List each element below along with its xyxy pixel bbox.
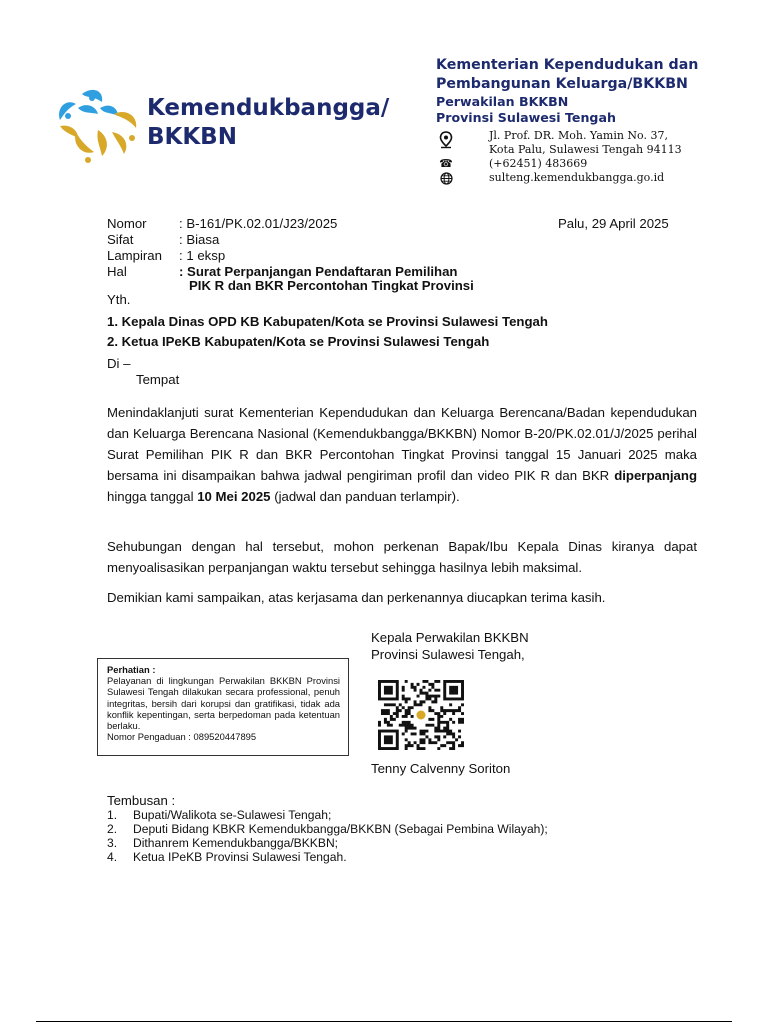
tempat-label: Tempat — [136, 372, 180, 387]
address-line-1: Jl. Prof. DR. Moh. Yamin No. 37, — [489, 129, 668, 142]
org-line-2: Pembangunan Keluarga/BKKBN — [436, 76, 688, 92]
notice-heading: Perhatian : — [107, 664, 156, 675]
p1-bold-deadline: 10 Mei 2025 — [197, 489, 271, 504]
bkkbn-logo-icon — [52, 86, 144, 166]
signature-title-line-2: Provinsi Sulawesi Tengah, — [371, 647, 525, 662]
tembusan-label: Tembusan : — [107, 793, 176, 808]
hal-label: Hal — [107, 264, 127, 279]
sifat-label: Sifat — [107, 232, 134, 247]
p1-text-2: hingga tanggal — [107, 489, 198, 504]
letter-date: Palu, 29 April 2025 — [558, 216, 669, 231]
qr-code — [378, 680, 464, 750]
di-label: Di – — [107, 356, 131, 371]
phone-number: (+62451) 483669 — [489, 157, 588, 170]
notice-box — [97, 658, 349, 756]
signature-title-line-1: Kepala Perwakilan BKKBN — [371, 630, 529, 645]
nomor-value: : B-161/PK.02.01/J23/2025 — [179, 216, 338, 231]
yth: Yth. — [107, 292, 131, 307]
org-line-3: Perwakilan BKKBN — [436, 94, 569, 109]
signatory-name: Tenny Calvenny Soriton — [371, 761, 511, 776]
website[interactable]: sulteng.kemendukbangga.go.id — [489, 171, 665, 184]
bkkbn-logo — [52, 86, 144, 166]
brand-line-1: Kemendukbangga/ — [147, 95, 390, 121]
brand-name — [147, 94, 389, 152]
body-paragraph-3: Demikian kami sampaikan, atas kerjasama dan perkenannya diucapkan terima kasih. — [107, 590, 606, 605]
recipient-2: 2. Ketua IPeKB Kabupaten/Kota se Provinsi Sulawesi Tengah — [107, 334, 490, 349]
body-paragraph-1 — [107, 402, 697, 507]
lampiran-value: : 1 eksp — [179, 248, 226, 263]
p1-text-1: Menindaklanjuti surat Kementerian Kependudukan dan Keluarga Berencana/Badan kependudukan dan Keluarga Berencana Nasional (Kemendukbangga/BKKBN) Nomor B-20/PK.02.01/J/2025 perihal Surat Pemilihan PIK R dan BKR Percontohan Tingkat Provinsi tanggal 15 Januari 2025 maka bersama ini disampaikan bahwa jadwal pengiriman profil dan video PIK R dan BKR — [107, 405, 697, 483]
list-item-number: 1. — [107, 808, 118, 822]
p1-bold-extended: diperpanjang — [614, 468, 697, 483]
list-item-number: 3. — [107, 836, 118, 850]
p1-text-3: (jadwal dan panduan terlampir). — [270, 489, 460, 504]
hal-value-line-1: : Surat Perpanjangan Pendaftaran Pemilihan — [179, 264, 458, 279]
sifat-value: : Biasa — [179, 232, 220, 247]
hal-value-line-2: PIK R dan BKR Percontohan Tingkat Provinsi — [189, 278, 474, 293]
location-pin-icon — [438, 131, 454, 152]
notice-complaint-number: Nomor Pengaduan : 089520447895 — [107, 731, 257, 743]
list-item-text: Bupati/Walikota se-Sulawesi Tengah; — [133, 808, 332, 822]
globe-icon — [438, 172, 454, 188]
list-item-number: 2. — [107, 822, 118, 836]
footer-divider — [36, 1021, 732, 1022]
notice-body: Pelayanan di lingkungan Perwakilan BKKBN Provinsi Sulawesi Tengah dilakukan secara professional, penuh integritas, bersih dari korupsi dan gratifikasi, tidak ada konflik kepentingan, serta berpedoman pada ketentuan berlaku. — [107, 675, 340, 732]
list-item-number: 4. — [107, 850, 118, 864]
telephone-icon: ☎ — [439, 157, 453, 170]
org-line-4: Provinsi Sulawesi Tengah — [436, 110, 616, 125]
body-paragraph-2: Sehubungan dengan hal tersebut, mohon perkenan Bapak/Ibu Kepala Dinas kiranya dapat menyoalisasikan perpanjangan waktu tersebut sehingga hasilnya lebih maksimal. — [107, 539, 697, 575]
brand-line-2: BKKBN — [147, 124, 237, 150]
nomor-label: Nomor — [107, 216, 147, 231]
recipient-1: 1. Kepala Dinas OPD KB Kabupaten/Kota se Provinsi Sulawesi Tengah — [107, 314, 548, 329]
qr-code-icon — [378, 680, 464, 750]
lampiran-label: Lampiran — [107, 248, 162, 263]
org-line-1: Kementerian Kependudukan dan — [436, 57, 699, 73]
organization-block — [436, 56, 698, 126]
list-item-text: Deputi Bidang KBKR Kemendukbangga/BKKBN (Sebagai Pembina Wilayah); — [133, 822, 548, 836]
list-item-text: Ketua IPeKB Provinsi Sulawesi Tengah. — [133, 850, 347, 864]
address-line-2: Kota Palu, Sulawesi Tengah 94113 — [489, 143, 682, 156]
list-item-text: Dithanrem Kemendukbangga/BKKBN; — [133, 836, 339, 850]
